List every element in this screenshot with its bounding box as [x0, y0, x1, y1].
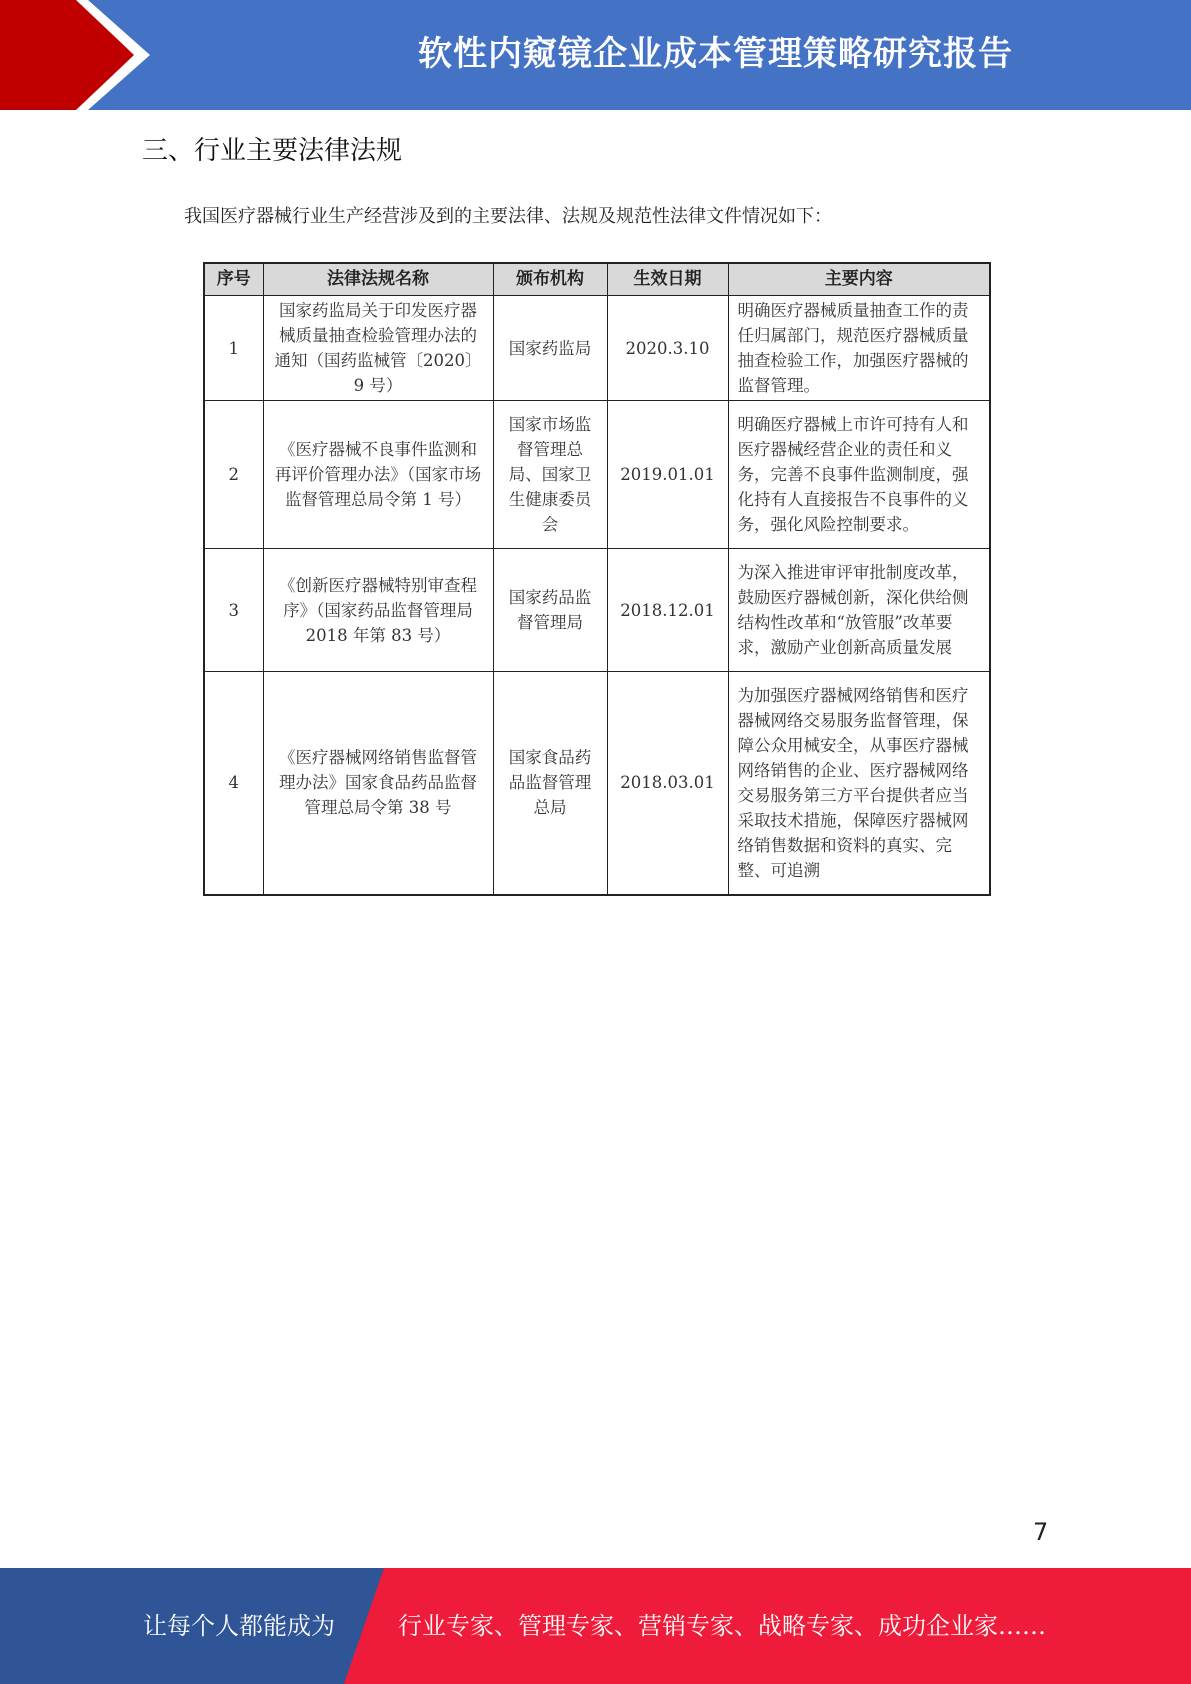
- table-header-row: [204, 263, 990, 296]
- table-row: [204, 672, 990, 895]
- regulations-table-container: [203, 262, 991, 896]
- cell-date: 2018.03.01: [607, 672, 728, 895]
- cell-org: 国家药品监督管理局: [493, 549, 607, 672]
- cell-no: 2: [204, 401, 263, 549]
- intro-paragraph: 我国医疗器械行业生产经营涉及到的主要法律、法规及规范性法律文件情况如下：: [184, 206, 832, 227]
- cell-date: 2020.3.10: [607, 296, 728, 401]
- cell-name: 《医疗器械不良事件监测和再评价管理办法》（国家市场监督管理总局令第 1 号）: [263, 401, 493, 549]
- section-heading: 三、行业主要法律法规: [142, 136, 403, 166]
- cell-no: 3: [204, 549, 263, 672]
- cell-name: 《医疗器械网络销售监督管理办法》国家食品药品监督管理总局令第 38 号: [263, 672, 493, 895]
- cell-org: 国家药监局: [493, 296, 607, 401]
- cell-date: 2019.01.01: [607, 401, 728, 549]
- cell-no: 4: [204, 672, 263, 895]
- column-header-date: 生效日期: [607, 263, 728, 296]
- cell-name: 《创新医疗器械特别审查程序》（国家药品监督管理局 2018 年第 83 号）: [263, 549, 493, 672]
- page-number: 7: [1033, 1518, 1049, 1546]
- cell-content: 明确医疗器械上市许可持有人和医疗器械经营企业的责任和义务，完善不良事件监测制度，强化持有人直接报告不良事件的义务，强化风险控制要求。: [728, 401, 990, 549]
- footer-slogan-right: 行业专家、管理专家、营销专家、战略专家、成功企业家……: [398, 1612, 1046, 1640]
- cell-date: 2018.12.01: [607, 549, 728, 672]
- cell-no: 1: [204, 296, 263, 401]
- column-header-no: 序号: [204, 263, 263, 296]
- header-banner: [0, 0, 1191, 110]
- cell-org: 国家食品药品监督管理总局: [493, 672, 607, 895]
- column-header-org: 颁布机构: [493, 263, 607, 296]
- table-row: [204, 549, 990, 672]
- cell-content: 为加强医疗器械网络销售和医疗器械网络交易服务监督管理，保障公众用械安全，从事医疗器械网络销售的企业、医疗器械网络交易服务第三方平台提供者应当采取技术措施，保障医疗器械网络销售数据和资料的真实、完整、可追溯: [728, 672, 990, 895]
- footer-slogan-left: 让每个人都能成为: [143, 1612, 335, 1640]
- footer-banner: [0, 1568, 1191, 1684]
- table-row: [204, 401, 990, 549]
- cell-name: 国家药监局关于印发医疗器械质量抽查检验管理办法的通知（国药监械管〔2020〕9 号）: [263, 296, 493, 401]
- column-header-name: 法律法规名称: [263, 263, 493, 296]
- cell-content: 明确医疗器械质量抽查工作的责任归属部门，规范医疗器械质量抽查检验工作，加强医疗器械的监督管理。: [728, 296, 990, 401]
- column-header-content: 主要内容: [728, 263, 990, 296]
- report-title: 软性内窥镜企业成本管理策略研究报告: [418, 34, 1013, 74]
- table-row: [204, 296, 990, 401]
- cell-org: 国家市场监督管理总局、国家卫生健康委员会: [493, 401, 607, 549]
- regulations-table: [203, 262, 991, 896]
- cell-content: 为深入推进审评审批制度改革，鼓励医疗器械创新，深化供给侧结构性改革和“放管服”改革要求，激励产业创新高质量发展: [728, 549, 990, 672]
